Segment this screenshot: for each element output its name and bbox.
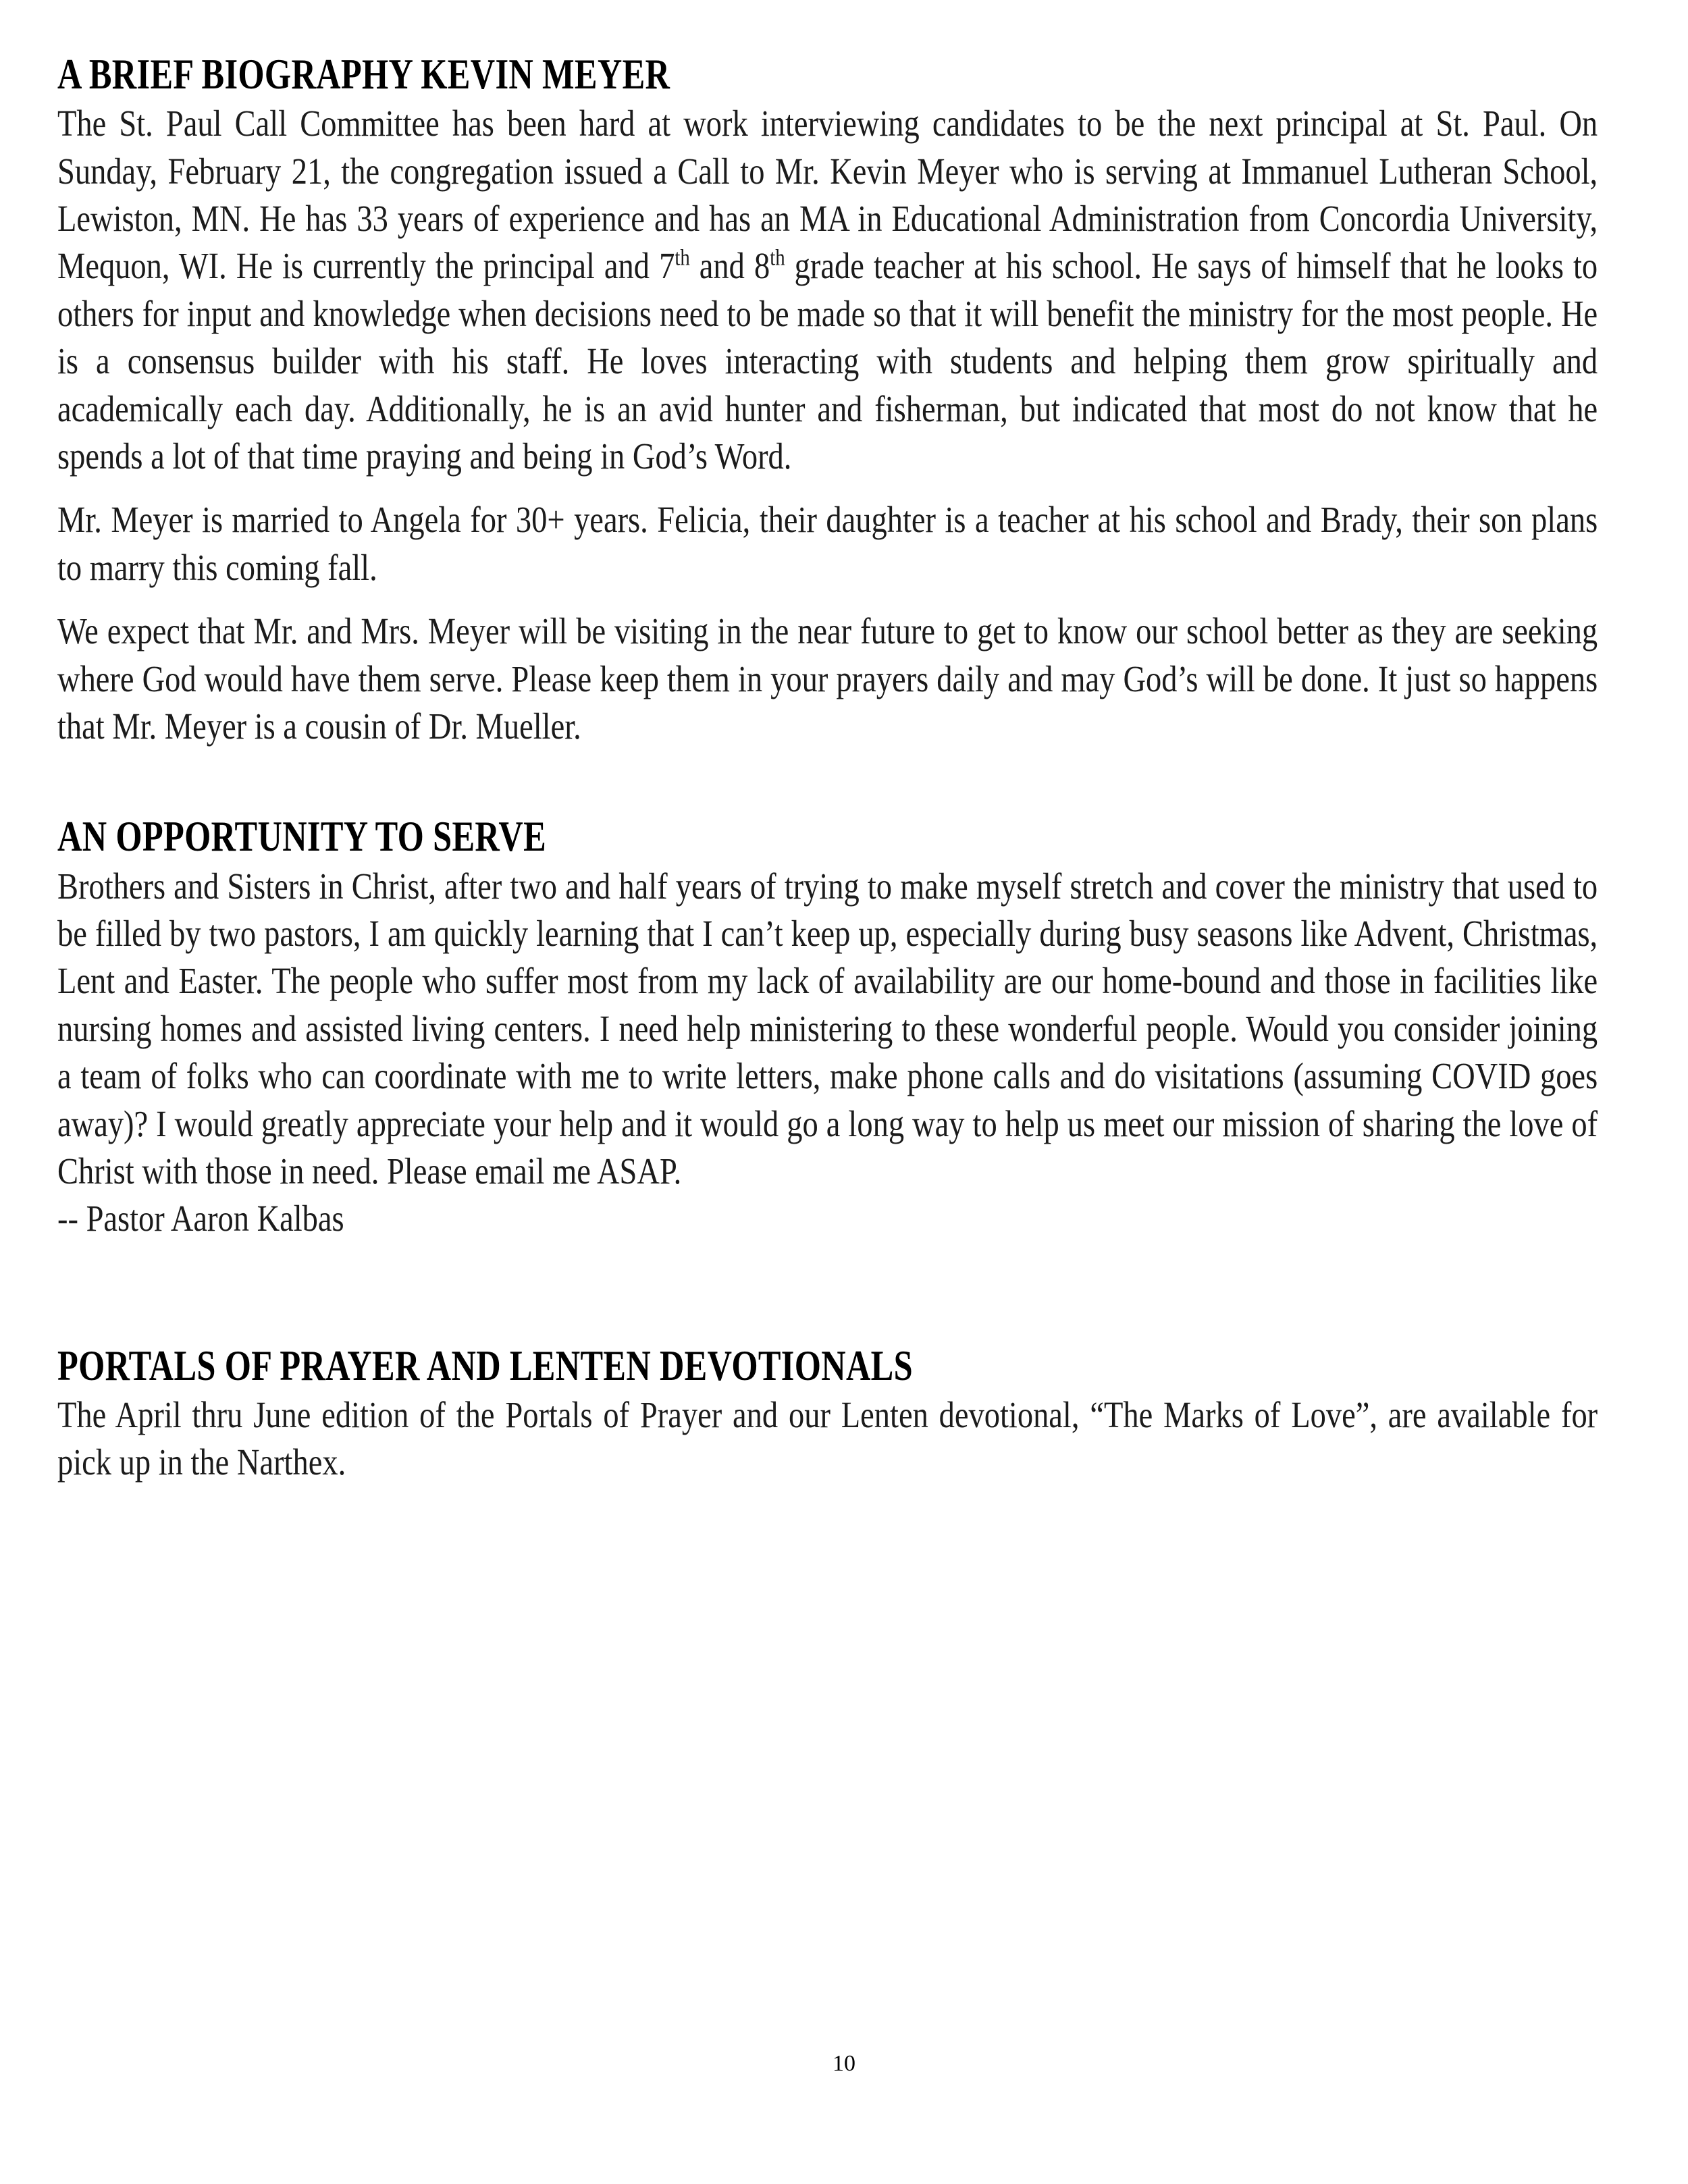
biography-paragraph-2: Mr. Meyer is married to Angela for 30+ years. Felicia, their daughter is a teacher at his school and Brady, their son plans to marry this coming fall. bbox=[57, 499, 1598, 588]
section-gap-1 bbox=[57, 750, 1598, 815]
section-heading-opportunity-to-serve: AN OPPORTUNITY TO SERVE bbox=[57, 813, 547, 861]
opportunity-body: Brothers and Sisters in Christ, after two and half years of trying to make myself stretch and cover the ministry that used to be filled by two pastors, I am quickly learning that I can’t keep up, especially during busy seasons like Advent, Christmas, Lent and Easter. The people who suffer most from my lack of availability are our home-bound and those in facilities like nursing homes and assisted living centers. I need help ministering to these wonderful people. Would you consider joining a team of folks who can coordinate with me to write letters, make phone calls and do visitations (assuming COVID goes away)? I would greatly appreciate your help and it would go a long way to help us meet our mission of sharing the love of Christ with those in need. Please email me ASAP. bbox=[57, 865, 1598, 1192]
biography-paragraph-1 bbox=[57, 100, 1598, 480]
opportunity-signature: -- Pastor Aaron Kalbas bbox=[57, 1198, 344, 1240]
biography-paragraph-1-part1: The St. Paul Call Committee has been hard at work interviewing candidates to be the next principal at St. Paul. On Sunday, February 21, the congregation issued a Call to Mr. Kevin Meyer who is serving at Immanuel Lutheran School, Lewiston, MN. He has 33 years of experience and has an MA in Educational Administration from Concordia University, Mequon, WI. He is currently the principal and 7 bbox=[57, 103, 1598, 287]
biography-paragraph-1-part3: grade teacher at his school. He says of himself that he looks to others for input and knowledge when decisions need to be made so that it will benefit the ministry for the most people. He is a consensus builder with his staff. He loves interacting with students and helping them grow spiritually and academically each day. Additionally, he is an avid hunter and fisherman, but indicated that most do not know that he spends a lot of that time praying and being in God’s Word. bbox=[57, 245, 1598, 477]
biography-ordinal-eighth: th bbox=[770, 246, 785, 271]
biography-paragraph-1-part2: and 8 bbox=[689, 245, 770, 287]
portals-body: The April thru June edition of the Portals of Prayer and our Lenten devotional, “The Marks of Love”, are available for pick up in the Narthex. bbox=[57, 1393, 1598, 1483]
biography-ordinal-seventh: th bbox=[675, 246, 690, 271]
biography-paragraph-3: We expect that Mr. and Mrs. Meyer will be visiting in the near future to get to know our school better as they are seeking where God would have them serve. Please keep them in your prayers daily and may God’s will be done. It just so happens that Mr. Meyer is a cousin of Dr. Mueller. bbox=[57, 610, 1598, 747]
section-heading-portals-of-prayer: PORTALS OF PRAYER AND LENTEN DEVOTIONALS bbox=[57, 1341, 913, 1389]
page-number: 10 bbox=[833, 2051, 855, 2076]
section-gap-2 bbox=[57, 1243, 1598, 1344]
section-heading-biography: A BRIEF BIOGRAPHY KEVIN MEYER bbox=[57, 51, 670, 98]
section-portals-of-prayer bbox=[57, 1341, 1598, 1487]
section-biography bbox=[57, 53, 1598, 750]
page-content bbox=[57, 53, 1598, 1487]
section-opportunity-to-serve bbox=[57, 815, 1598, 1242]
